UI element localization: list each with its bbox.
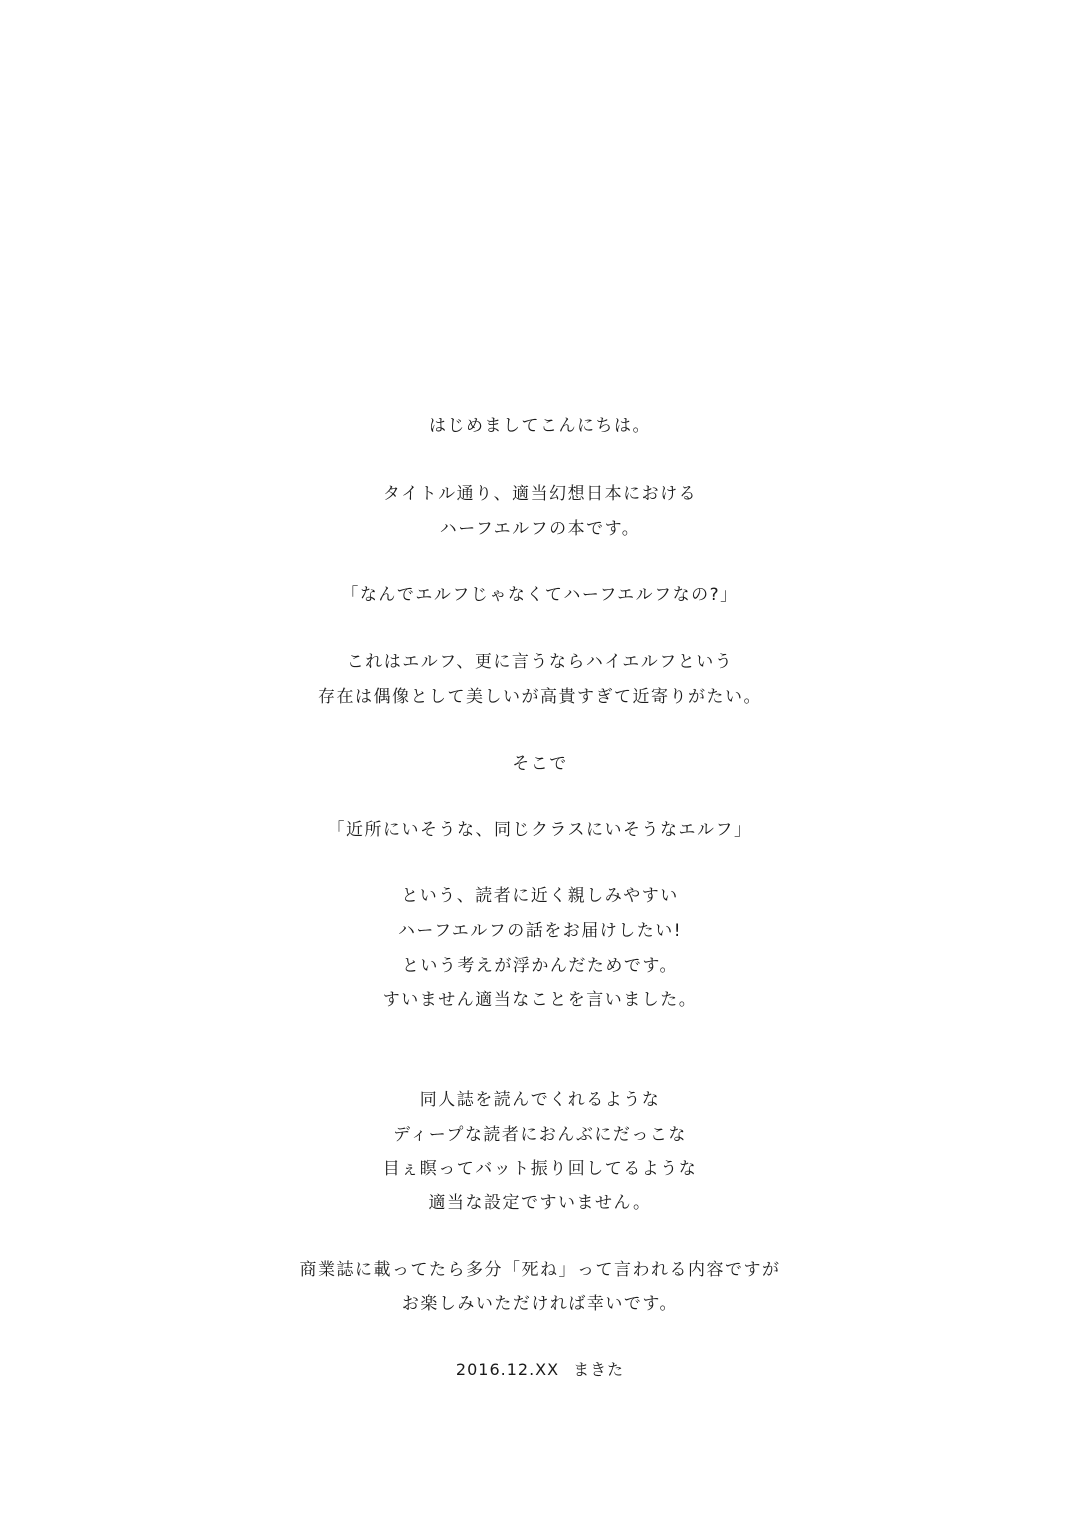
text-line-quote: 「なんでエルフじゃなくてハーフエルフなの?」: [341, 585, 739, 605]
signature-line: [0, 1358, 1080, 1382]
text-line: 商業誌に載ってたら多分「死ね」って言われる内容ですが: [299, 1260, 781, 1280]
text-line: そこで: [512, 754, 568, 774]
text-line: 適当な設定ですいません。: [428, 1193, 652, 1213]
author-name: まきた: [573, 1360, 625, 1379]
text-line: タイトル通り、適当幻想日本における: [382, 484, 698, 504]
text-line: お楽しみいただければ幸いです。: [401, 1294, 679, 1314]
text-line-quote: 「近所にいそうな、同じクラスにいそうなエルフ」: [327, 820, 753, 840]
text-line: 存在は偶像として美しいが高貴すぎて近寄りがたい。: [318, 687, 762, 707]
text-line: ハーフエルフの本です。: [439, 519, 641, 539]
text-line: すいません適当なことを言いました。: [382, 990, 698, 1010]
text-line: 目ぇ瞑ってバット振り回してるような: [382, 1159, 698, 1179]
text-line: 同人誌を読んでくれるような: [419, 1090, 661, 1110]
date-text: 2016.12.XX: [455, 1360, 560, 1379]
text-line: これはエルフ、更に言うならハイエルフという: [346, 652, 734, 672]
text-line: という、読者に近く親しみやすい: [401, 886, 679, 906]
text-line: ディープな読者におんぶにだっこな: [393, 1125, 687, 1145]
text-line: という考えが浮かんだためです。: [401, 956, 679, 976]
text-line-greeting: はじめましてこんにちは。: [429, 416, 651, 436]
text-line: ハーフエルフの話をお届けしたい!: [397, 921, 683, 941]
